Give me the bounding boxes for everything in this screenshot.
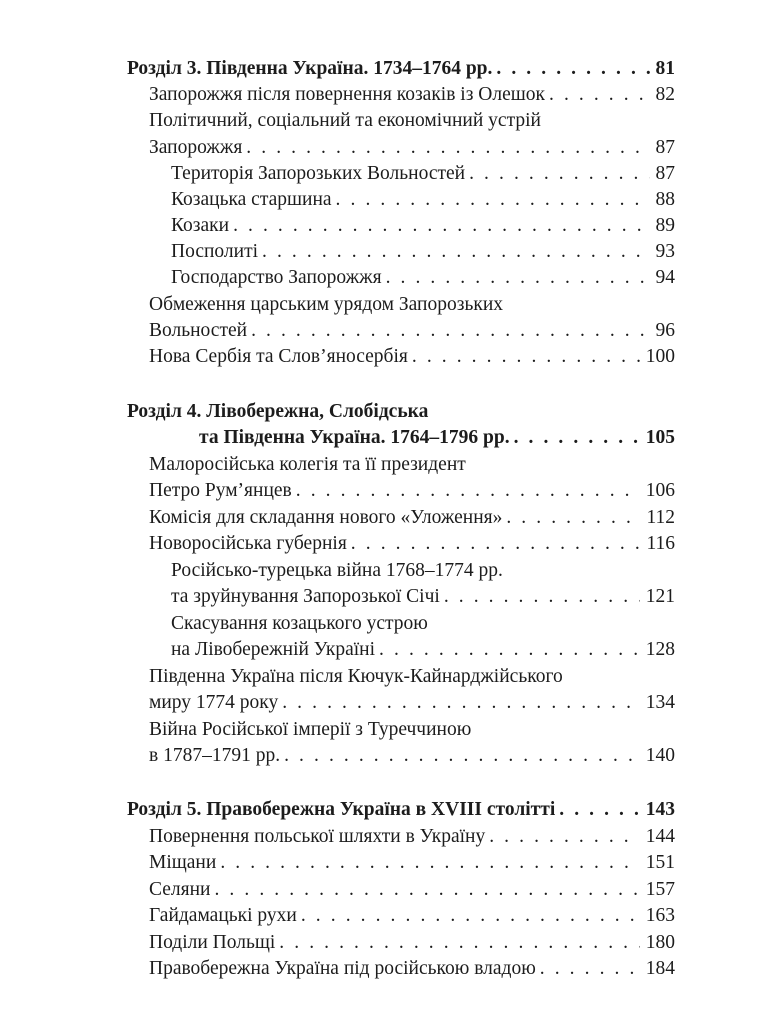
dot-leader (506, 505, 640, 531)
toc-entry[interactable] (149, 82, 675, 108)
dot-leader (386, 265, 650, 291)
toc-page-number: 140 (645, 745, 675, 766)
toc-entry-first-line[interactable] (149, 452, 675, 478)
toc-entry[interactable] (149, 743, 675, 769)
toc-entry-title: Політичний, соціальний та економічний устрій (149, 110, 541, 131)
toc-page-number: 128 (645, 639, 675, 660)
dot-leader (559, 797, 640, 823)
toc-entry-title: Нова Сербія та Слов’яносербія (149, 346, 408, 367)
dot-leader (412, 344, 640, 370)
toc-page-number: 143 (645, 799, 675, 820)
toc-page-number: 81 (655, 58, 675, 79)
toc-page-number: 87 (655, 137, 675, 158)
toc-subentry-first-line[interactable] (171, 558, 675, 584)
toc-entry-title: Обмеження царським урядом Запорозьких (149, 294, 503, 315)
toc-entry-title: Петро Рум’янцев (149, 480, 292, 501)
dot-leader (233, 213, 649, 239)
toc-page-number: 184 (645, 958, 675, 979)
toc-subentry-first-line[interactable] (171, 611, 675, 637)
toc-entry-title: Повернення польської шляхти в Україну (149, 826, 486, 847)
toc-page-number: 144 (645, 826, 675, 847)
toc-entry[interactable] (149, 531, 675, 557)
toc-page-number: 180 (645, 932, 675, 953)
toc-entry-title: Розділ 3. Південна Україна. 1734–1764 рр. (127, 58, 493, 79)
toc-entry-title: Посполиті (171, 241, 259, 262)
dot-leader (301, 903, 640, 929)
toc-entry-title: Правобережна Україна під російською владою (149, 958, 536, 979)
toc-subentry[interactable] (171, 265, 675, 291)
toc-subentry[interactable] (171, 584, 675, 610)
toc-entry-title: Розділ 4. Лівобережна, Слобідська (127, 401, 429, 422)
toc-entry[interactable] (149, 318, 675, 344)
toc-entry-title: та зруйнування Запорозької Січі (171, 586, 440, 607)
toc-subentry[interactable] (171, 239, 675, 265)
toc-page-number: 106 (645, 480, 675, 501)
toc-entry[interactable] (149, 903, 675, 929)
toc-entry-first-line[interactable] (149, 108, 675, 134)
toc-entry-title: Територія Запорозьких Вольностей (171, 163, 466, 184)
toc-entry-title: Гайдамацькі рухи (149, 905, 297, 926)
toc-page-number: 87 (655, 163, 675, 184)
toc-page-number: 96 (655, 320, 675, 341)
toc-entry-title: Війна Російської імперії з Туреччиною (149, 719, 472, 740)
toc-page-number: 82 (655, 84, 675, 105)
toc-entry-title: Комісія для складання нового «Уложення» (149, 507, 503, 528)
toc-entry[interactable] (149, 877, 675, 903)
toc-page-number: 94 (655, 267, 675, 288)
toc-page-number: 93 (655, 241, 675, 262)
toc-page-number: 134 (645, 692, 675, 713)
toc-subentry[interactable] (171, 187, 675, 213)
toc-entry[interactable] (149, 850, 675, 876)
toc-entry-title: Міщани (149, 852, 217, 873)
toc-entry[interactable] (149, 135, 675, 161)
toc-entry-title: Малоросійська колегія та її президент (149, 454, 466, 475)
toc-subentry[interactable] (171, 637, 675, 663)
toc-page-number: 112 (646, 507, 675, 528)
toc-subentry[interactable] (171, 161, 675, 187)
dot-leader (251, 318, 649, 344)
toc-entry-title: Вольностей (149, 320, 248, 341)
toc-entry-title: Козаки (171, 215, 230, 236)
dot-leader (489, 824, 640, 850)
toc-chapter-3[interactable] (127, 56, 675, 82)
dot-leader (540, 956, 640, 982)
toc-entry-title: Козацька старшина (171, 189, 332, 210)
toc-entry[interactable] (149, 690, 675, 716)
toc-page-number: 151 (645, 852, 675, 873)
toc-entry-title: Селяни (149, 879, 211, 900)
dot-leader (214, 877, 639, 903)
toc-entry[interactable] (149, 505, 675, 531)
toc-page-number: 157 (645, 879, 675, 900)
dot-leader (262, 239, 649, 265)
toc-chapter-4-first-line[interactable] (127, 399, 675, 425)
dot-leader (444, 584, 640, 610)
toc-page-number: 88 (655, 189, 675, 210)
dot-leader (379, 637, 640, 663)
toc-entry-title: Господарство Запорожжя (171, 267, 382, 288)
dot-leader (220, 850, 639, 876)
toc-entry-title: та Південна Україна. 1764–1796 рр. (199, 427, 510, 448)
toc-subentry[interactable] (171, 213, 675, 239)
dot-leader (351, 531, 641, 557)
toc-chapter-5[interactable] (127, 797, 675, 823)
dot-leader (469, 161, 649, 187)
toc-entry[interactable] (149, 930, 675, 956)
toc-entry-title: в 1787–1791 рр. (149, 745, 281, 766)
toc-page-number: 89 (655, 215, 675, 236)
toc-entry-title: Поділи Польщі (149, 932, 276, 953)
toc-entry[interactable] (149, 824, 675, 850)
toc-entry[interactable] (149, 478, 675, 504)
toc-page-number: 105 (645, 427, 675, 448)
dot-leader (496, 56, 649, 82)
dot-leader (246, 135, 649, 161)
toc-entry[interactable] (149, 956, 675, 982)
toc-entry-first-line[interactable] (149, 292, 675, 318)
toc-entry-title: Новоросійська губернія (149, 533, 347, 554)
dot-leader (296, 478, 640, 504)
dot-leader (282, 690, 640, 716)
toc-chapter-4[interactable] (199, 425, 675, 451)
toc-entry-title: Скасування козацького устрою (171, 613, 428, 634)
toc-entry-title: Розділ 5. Правобережна Україна в XVIII столітті (127, 799, 556, 820)
dot-leader (284, 743, 640, 769)
toc-page-number: 116 (646, 533, 675, 554)
dot-leader (279, 930, 639, 956)
toc-entry-title: Російсько-турецька війна 1768–1774 рр. (171, 560, 503, 581)
toc-entry-title: Запорожжя (149, 137, 243, 158)
dot-leader (549, 82, 650, 108)
toc-page-number: 100 (645, 346, 675, 367)
dot-leader (514, 425, 640, 451)
toc-entry-first-line[interactable] (149, 717, 675, 743)
toc-entry-first-line[interactable] (149, 664, 675, 690)
toc-page-number: 163 (645, 905, 675, 926)
toc-entry[interactable] (149, 344, 675, 370)
toc-entry-title: Запорожжя після повернення козаків із Олешок (149, 84, 545, 105)
toc-page-number: 121 (645, 586, 675, 607)
toc-entry-title: Південна Україна після Кючук-Кайнарджійського (149, 666, 563, 687)
dot-leader (336, 187, 650, 213)
toc-entry-title: миру 1774 року (149, 692, 279, 713)
toc-entry-title: на Лівобережній Україні (171, 639, 376, 660)
